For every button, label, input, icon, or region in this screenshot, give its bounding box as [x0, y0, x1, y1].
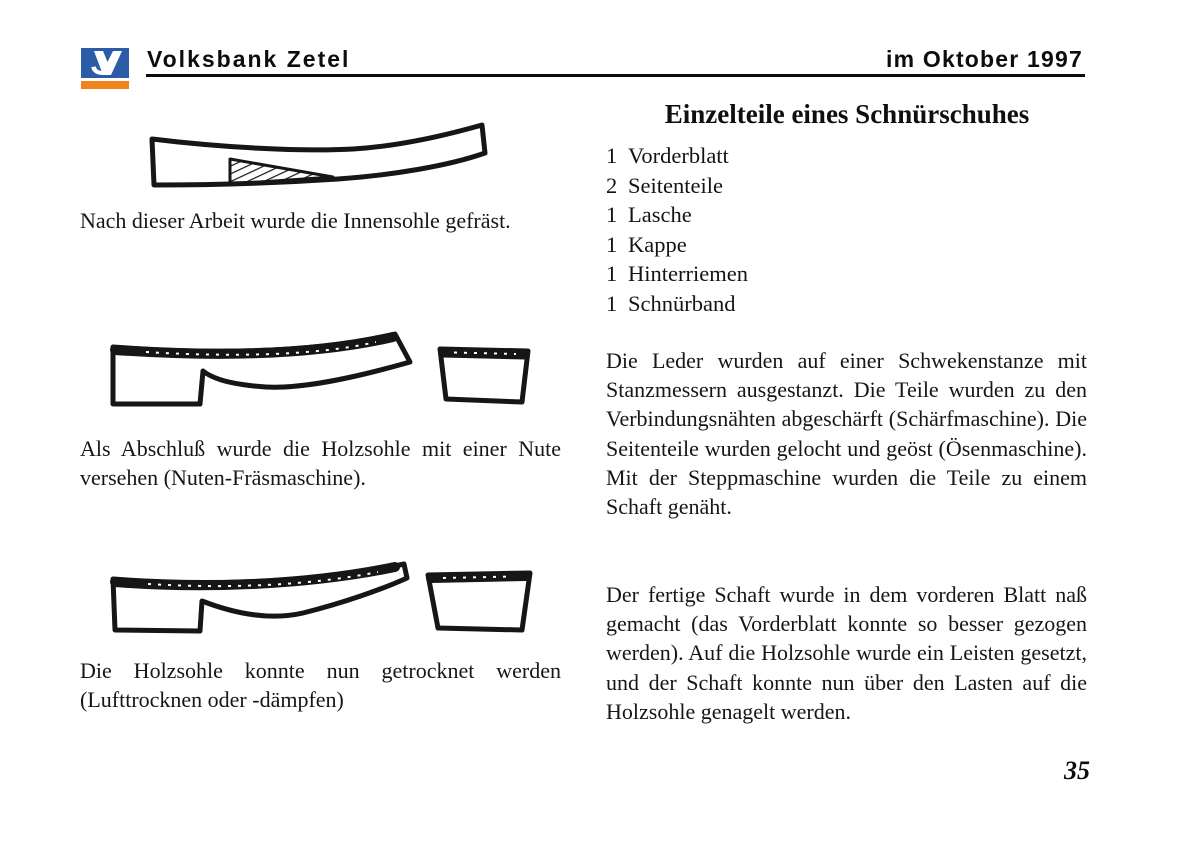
part-qty: 1 — [606, 231, 618, 257]
part-qty: 2 — [606, 172, 618, 198]
figure-caption: Die Holzsohle konnte nun getrocknet werden (Lufttrocknen oder -dämpfen) — [80, 658, 561, 712]
header-brand: Volksbank Zetel — [147, 46, 351, 72]
logo-orange-bar — [81, 81, 129, 89]
part-name: Vorderblatt — [628, 143, 729, 168]
header-date: im Oktober 1997 — [886, 46, 1083, 72]
parts-list — [606, 143, 748, 321]
dried-wooden-sole-and-heel-sketch — [93, 551, 545, 641]
list-item — [606, 232, 748, 262]
figure-grooved-sole-sketch — [106, 329, 534, 426]
volksbank-logo-svg — [80, 47, 130, 90]
figure-innersole-sketch — [148, 119, 488, 202]
part-name: Seitenteile — [628, 172, 723, 198]
part-qty: 1 — [606, 290, 618, 316]
list-item — [606, 143, 748, 173]
page-number: 35 — [1064, 756, 1090, 785]
body-paragraph: Der fertige Schaft wurde in dem vorderen Blatt naß gemacht (das Vorderblatt konnte so besser gezogen werden). Auf die Holzsohle wurde ein Leisten gesetzt, und der Schaft konnte nun über den Lasten auf die Holzsohle genagelt werden. — [606, 582, 1087, 724]
figure-dried-sole-sketch — [93, 551, 545, 646]
part-qty: 1 — [606, 143, 618, 168]
part-name: Schnürband — [628, 290, 736, 316]
innersole-side-profile-sketch — [148, 119, 488, 197]
wooden-sole-with-groove-and-heel-sketch — [106, 329, 534, 421]
part-name: Kappe — [628, 231, 687, 257]
header-rule — [146, 74, 1085, 77]
part-name: Lasche — [628, 202, 692, 228]
list-item — [606, 261, 748, 291]
part-qty: 1 — [606, 202, 618, 228]
list-item — [606, 202, 748, 232]
list-item — [606, 173, 748, 203]
figure-caption: Nach dieser Arbeit wurde die Innensohle gefräst. — [80, 208, 511, 233]
part-qty: 1 — [606, 261, 618, 287]
list-item — [606, 291, 748, 321]
page-title: Einzelteile eines Schnürschuhes — [664, 99, 1030, 129]
figure-caption: Als Abschluß wurde die Holzsohle mit einer Nute versehen (Nuten-Fräsmaschine). — [80, 436, 561, 490]
part-name: Hinterriemen — [628, 261, 748, 287]
body-paragraph: Die Leder wurden auf einer Schwekenstanze mit Stanzmessern ausgestanzt. Die Teile wurden zu den Verbindungsnähten abgeschärft (Schärfmaschine). Die Seitenteile wurden gelocht und geöst (Ösenmaschine). Mit der Steppmaschine wurden die Teile zu einem Schaft genäht. — [606, 348, 1087, 520]
volksbank-logo-icon — [80, 47, 130, 95]
